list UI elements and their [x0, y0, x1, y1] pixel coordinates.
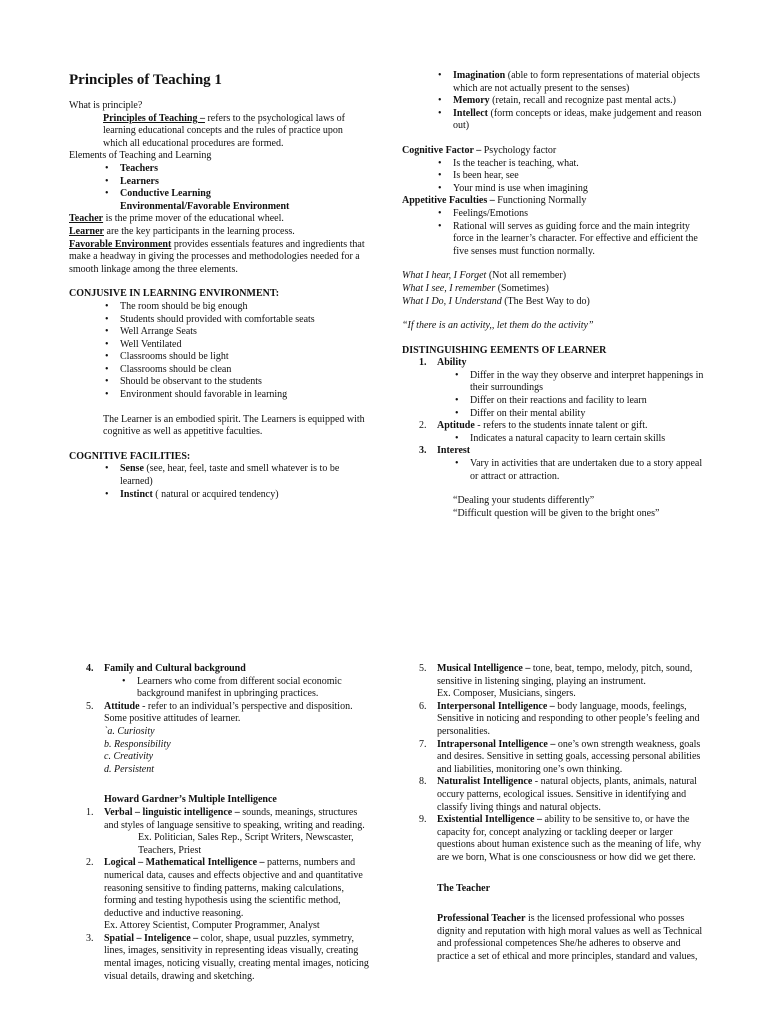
learner-definition: Learner are the key participants in the learning process.	[69, 225, 295, 237]
intelligence-list-continued	[419, 663, 704, 865]
list-item: • Should be observant to the students	[69, 376, 369, 389]
list-item: • Well Arrange Seats	[69, 326, 369, 339]
elements-list	[69, 163, 369, 213]
professional-teacher-paragraph: Professional Teacher is the licensed professional who posses dignity and reputation with high moral values as well as Technical and professional competences She/he adheres to observe and practice a set of ethical and more principles, standard and values,	[437, 913, 703, 962]
list-item: • Sense (see, hear, feel, taste and smell whatever is to be learned)	[69, 463, 369, 488]
learner-spirit-paragraph: The Learner is an embodied spirit. The Learners is equipped with cognitive as well as appetitive faculties.	[103, 413, 365, 438]
conjusive-list	[69, 301, 369, 402]
intelligence-list	[69, 807, 369, 983]
list-item: • Vary in activities that are undertaken due to a story appeal or attract or attraction.	[402, 458, 704, 483]
list-item: 1. Verbal – linguistic intelligence – sounds, meanings, structures and styles of language sensitive to speaking, writing and reading. Ex. Politician, Sales Rep., Script Writers, Newscaster, Teachers, Priest	[86, 806, 365, 856]
list-item: • Intellect (form concepts or ideas, make judgement and reason out)	[402, 108, 704, 133]
distinguishing-heading: DISTINGUISHING EEMENTS OF LEARNER	[402, 344, 607, 356]
list-item: • Students should provided with comfortable seats	[69, 314, 369, 327]
list-item: • Your mind is use when imagining	[402, 183, 704, 196]
elements-heading: Elements of Teaching and Learning	[69, 150, 212, 162]
favorable-definition: Favorable Environment provides essentials features and ingredients that make a headway in giving the processes and methodologies needed for a smooth linkage among the three elements.	[69, 238, 365, 275]
list-item: • Well Ventilated	[69, 339, 369, 352]
list-item: • Is been hear, see	[402, 170, 704, 183]
left-bottom-column	[69, 663, 369, 983]
list-item: • Imagination (able to form representations of material objects which are not actually present to the senses)	[402, 70, 704, 95]
list-item: • Indicates a natural capacity to learn certain skills	[402, 433, 704, 446]
aptitude-list	[402, 433, 704, 446]
cognitive-factor: Cognitive Factor – Psychology factor	[402, 144, 557, 156]
list-item: • Differ on their reactions and facility to learn	[402, 395, 704, 408]
activity-quote: “If there is an activity,, let them do the activity”	[402, 320, 594, 332]
list-item: • Teachers	[69, 163, 369, 176]
list-item: • Classrooms should be clean	[69, 364, 369, 377]
page-title: Principles of Teaching 1	[69, 72, 222, 88]
list-item: 2. Logical – Mathematical Intelligence – patterns, numbers and numerical data, causes and effects objective and and quantitative reasoning sensitive to finding patterns, making calculations, forming and testing hypothesis using the scientific method, deductive and inductive reasoning. Ex. Attorey Scientist, Computer Programmer, Analyst	[86, 857, 363, 932]
list-item: 7. Intrapersonal Intelligence – one’s own strength weakness, goals and desires. Sensitive in setting goals, accessing personal abilities and liabilities, monitoring one’s own thinking.	[419, 738, 701, 775]
do-line: What I Do, I Understand (The Best Way to do)	[402, 295, 590, 307]
cognitive-heading: COGNITIVE FACILITIES:	[69, 450, 191, 462]
teacher-heading: The Teacher	[437, 882, 491, 894]
list-item: • Instinct ( natural or acquired tendency)	[69, 489, 369, 502]
principles-definition: Principles of Teaching – refers to the psychological laws of learning educational concepts and the rules of practice upon which all educational procedures are formed.	[103, 112, 345, 149]
list-item: • Conductive Learning	[69, 188, 369, 201]
list-item: c. Creativity	[104, 751, 154, 763]
list-item: 6. Interpersonal Intelligence – body language, moods, feelings, Sensitive in noticing and responding to other people’s feeling and personalities.	[419, 700, 700, 737]
list-item: • Differ on their mental ability	[402, 408, 704, 421]
aptitude-item: 2. Aptitude - refers to the students innate talent or gift.	[419, 420, 648, 432]
conjusive-heading: CONJUSIVE IN LEARNING ENVIRONMENT:	[69, 288, 280, 300]
list-item: • Feelings/Emotions	[402, 208, 704, 221]
hear-line: What I hear, I Forget (Not all remember)	[402, 270, 567, 282]
list-item: • Rational will serves as guiding force and the main integrity force in the learner’s character. For effective and efficient the five senses must function normally.	[402, 221, 704, 259]
appetitive-list	[402, 208, 704, 258]
list-item: b. Responsibility	[104, 738, 171, 750]
list-item: • The room should be big enough	[69, 301, 369, 314]
list-item: d. Persistent	[104, 763, 154, 775]
list-item: 3. Spatial – Inteligence – color, shape, usual puzzles, symmetry, lines, images, sensitivity in representing ideas visually, creating mental images, noticing visually, creating mental images, noticing visual details, drawing and sketching.	[86, 932, 369, 982]
ability-item: 1. Ability	[419, 357, 467, 369]
faculties-list	[402, 70, 704, 133]
list-item: 5. Musical Intelligence – tone, beat, tempo, melody, pitch, sound, sensitive in listening singing, playing an instrument. Ex. Composer, Musicians, singers.	[419, 663, 693, 700]
interest-item: 3. Interest	[419, 445, 471, 457]
left-top-column	[69, 71, 369, 501]
principles-term: Principles of Teaching –	[103, 112, 205, 124]
ability-list	[402, 370, 704, 420]
right-bottom-column	[419, 663, 704, 963]
family-list	[69, 676, 369, 701]
env-line: Environmental/Favorable Environment	[120, 200, 290, 212]
list-item: • Differ in the way they observe and interpret happenings in their surroundings	[402, 370, 704, 395]
cognitive-factor-list	[402, 158, 704, 196]
quote-difficult: “Difficult question will be given to the bright ones”	[453, 507, 660, 519]
right-top-column	[402, 70, 704, 520]
gardner-heading: Howard Gardner’s Multiple Intelligence	[104, 794, 277, 806]
appetitive-faculties: Appetitive Faculties – Functioning Normally	[402, 195, 587, 207]
list-item: 8. Naturalist Intelligence - natural objects, plants, animals, natural occury patterns, ecological issues. Sensitive in identifying and classify living things and natural objects.	[419, 776, 697, 813]
family-item: 4. Family and Cultural background	[86, 663, 246, 674]
interest-list	[402, 458, 704, 483]
cognitive-list	[69, 463, 369, 501]
list-item: • Environment should favorable in learning	[69, 389, 369, 402]
list-item: 9. Existential Intelligence – ability to be sensitive to, or have the capacity for, concept analyzing or tackling deeper or larger questions about human existence such as the meaning of life, why are we born, What is one consciousness or how did we get there.	[419, 814, 702, 863]
list-item: • Is the teacher is teaching, what.	[402, 158, 704, 171]
teacher-definition: Teacher is the prime mover of the educational wheel.	[69, 213, 284, 225]
list-item: • Learners	[69, 176, 369, 189]
see-line: What I see, I remember (Sometimes)	[402, 282, 549, 294]
question-line: What is principle?	[69, 100, 143, 111]
list-item: • Classrooms should be light	[69, 351, 369, 364]
list-item: • Learners who come from different social economic background manifest in upbringing practices.	[69, 676, 369, 701]
list-item: `a. Curiosity	[104, 725, 155, 737]
attitudes-list	[69, 726, 369, 776]
quote-dealing: “Dealing your students differently”	[453, 495, 595, 507]
attitude-item: 5. Attitude - refer to an individual’s perspective and disposition. Some positive attitudes of learner.	[86, 700, 353, 725]
list-item: • Memory (retain, recall and recognize past mental acts.)	[402, 95, 704, 108]
